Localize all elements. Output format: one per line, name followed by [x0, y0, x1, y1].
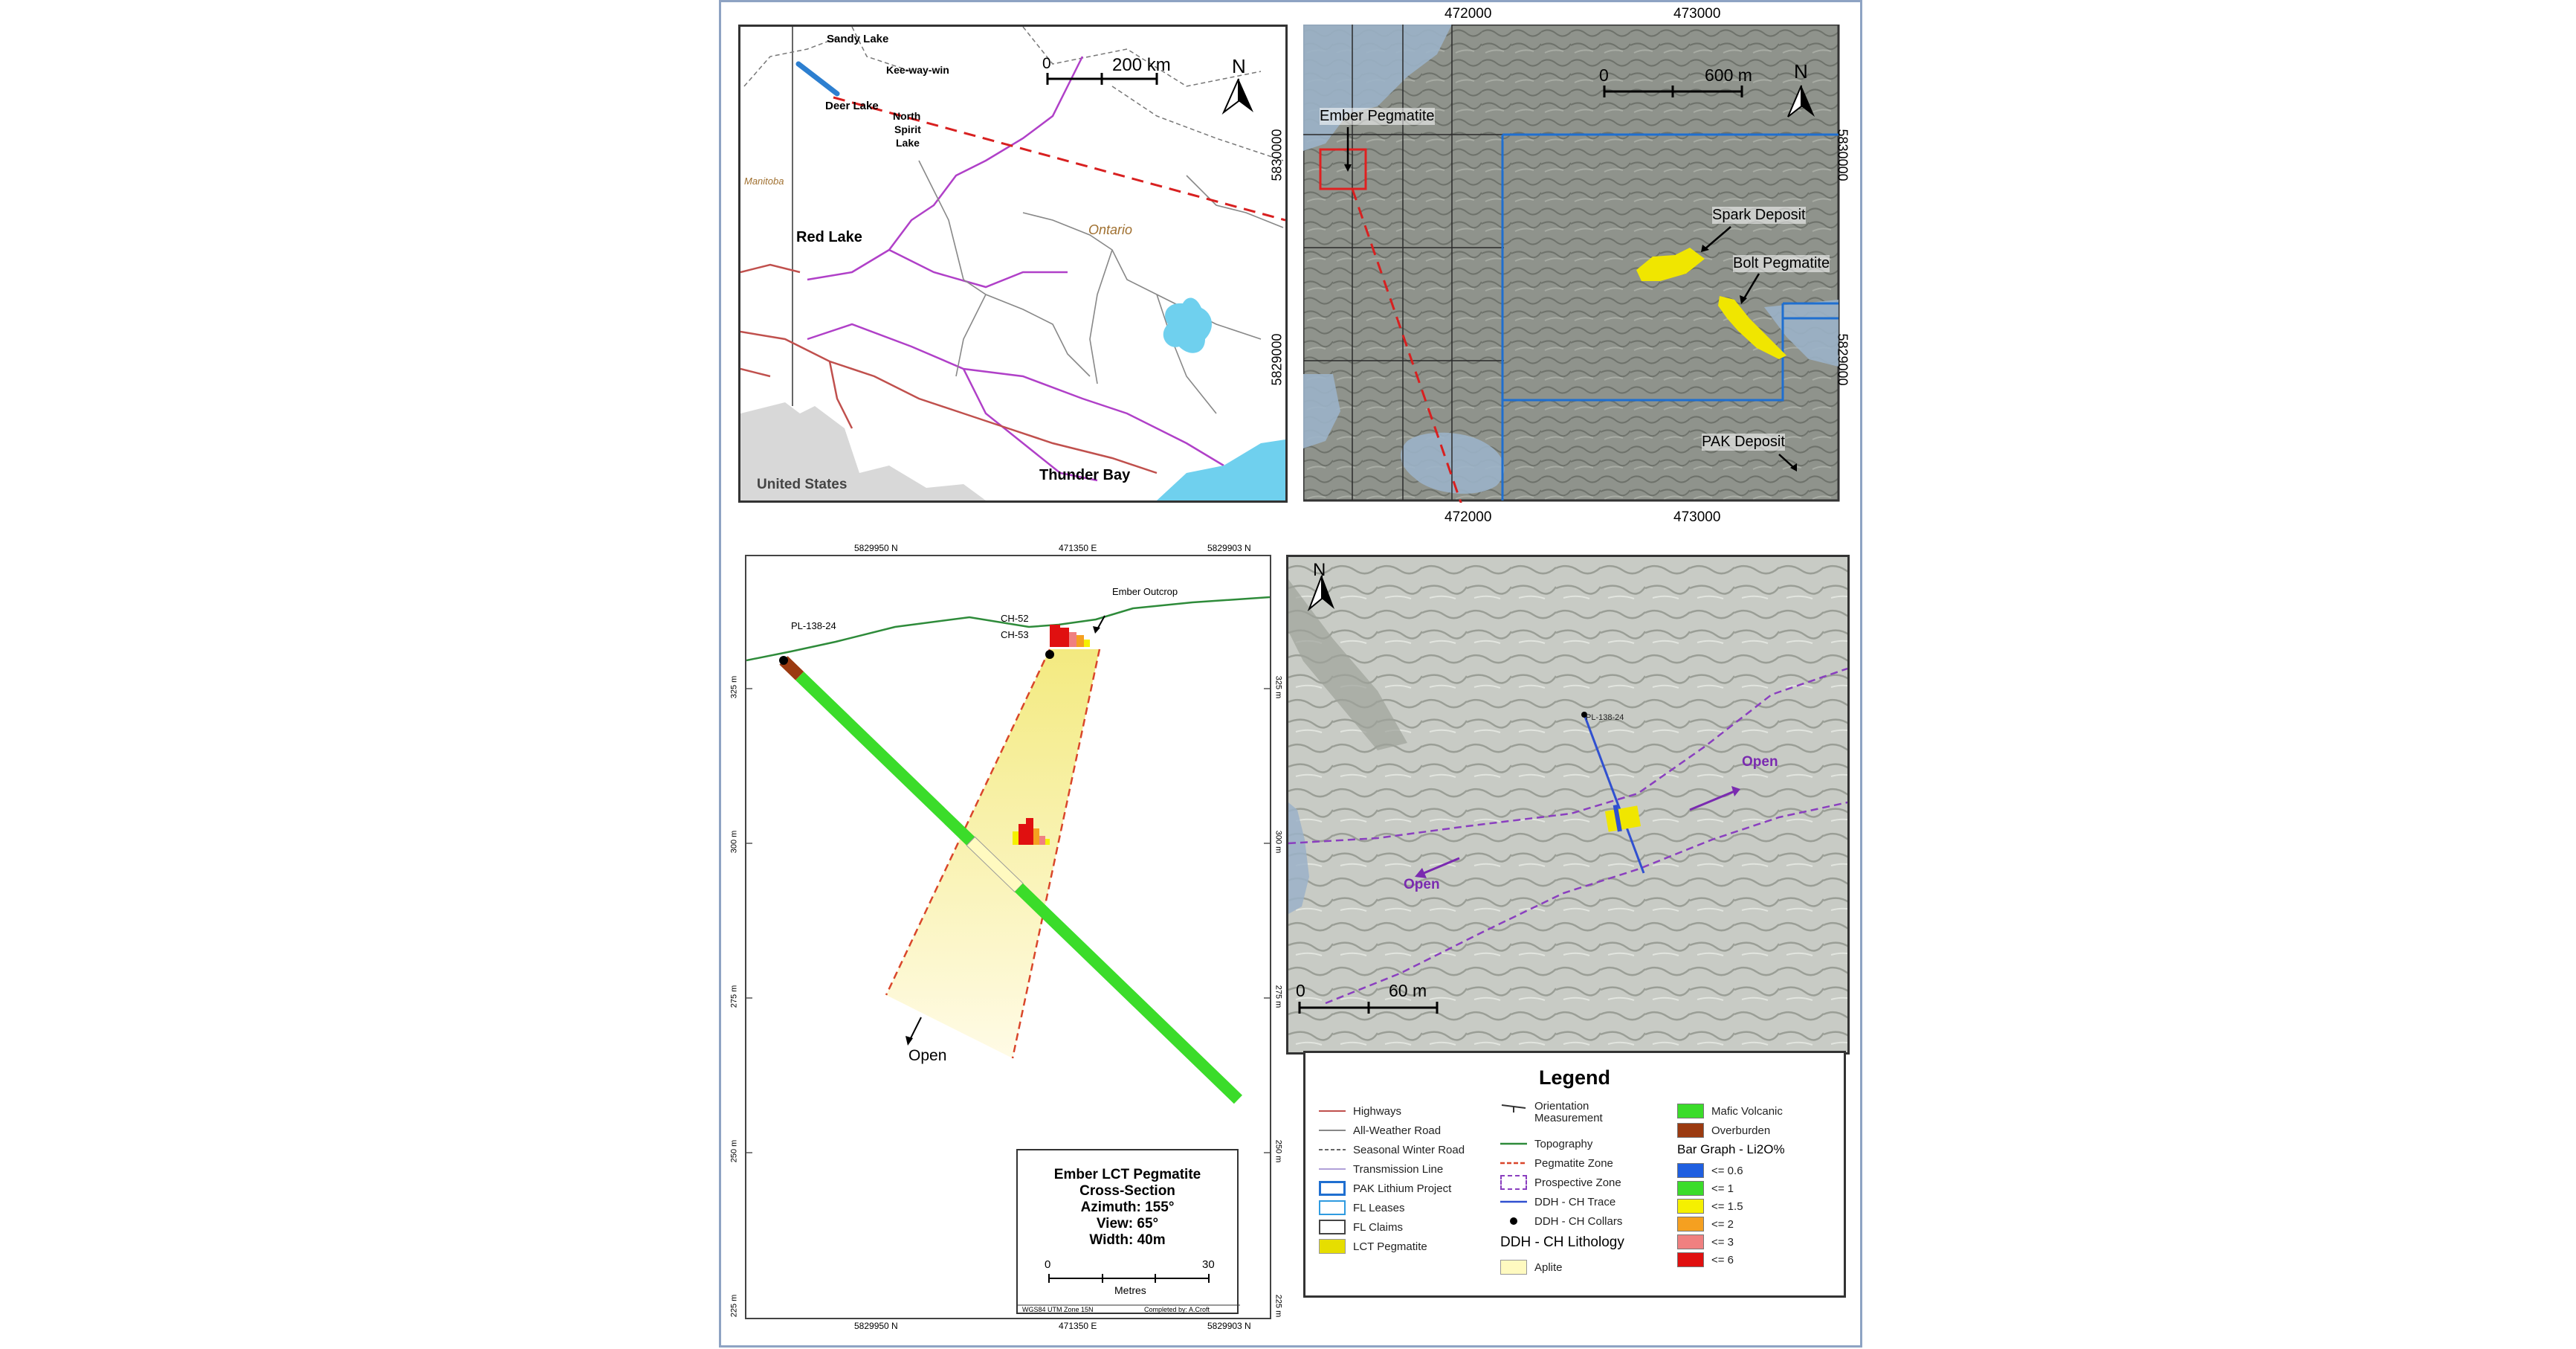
legend-pak-project-label: PAK Lithium Project — [1353, 1182, 1452, 1195]
detail-open-left: Open — [1404, 877, 1440, 892]
label-ember-pegmatite: Ember Pegmatite — [1320, 108, 1435, 124]
detail-open-right: Open — [1742, 754, 1778, 770]
label-north-spirit-2: Spirit — [894, 123, 921, 135]
legend-lct-pegmatite — [1319, 1239, 1427, 1254]
detail-scale-start: 0 — [1296, 981, 1305, 1000]
cs-left-tick-5: 225 m — [729, 1294, 739, 1318]
bar-class-label: <= 2 — [1711, 1217, 1734, 1231]
claims-right-tick-1: 5830000 — [1835, 129, 1850, 181]
legend-fl-claims-label: FL Claims — [1353, 1220, 1403, 1234]
keewaywin-lake — [798, 64, 837, 94]
pegmatite-zone-cone — [886, 649, 1100, 1058]
legend-pegmatite-zone-label: Pegmatite Zone — [1534, 1156, 1613, 1170]
cs-left-tick-1: 325 m — [729, 675, 739, 699]
legend-fl-claims — [1319, 1220, 1403, 1234]
label-manitoba: Manitoba — [744, 176, 784, 187]
legend-aplite — [1500, 1260, 1563, 1275]
all-weather-road — [919, 161, 1283, 413]
legend-all-weather-road-label: All-Weather Road — [1353, 1124, 1442, 1137]
bar-class-label: <= 6 — [1711, 1253, 1734, 1266]
highway-line-icon — [1319, 1104, 1346, 1118]
cs-info-scale-start: 0 — [1045, 1258, 1051, 1271]
claims-scale-start: 0 — [1599, 65, 1609, 85]
label-pl-138-24: PL-138-24 — [791, 620, 836, 631]
label-deer-lake: Deer Lake — [825, 100, 879, 112]
label-keewaywin: Kee-way-win — [886, 64, 949, 76]
cs-info-view: View: 65° — [1096, 1216, 1159, 1232]
label-sandy-lake: Sandy Lake — [827, 33, 889, 45]
legend-pak-project — [1319, 1181, 1451, 1196]
fl-claims-swatch-icon — [1319, 1220, 1346, 1234]
label-ember-outcrop: Ember Outcrop — [1112, 586, 1178, 597]
cs-info-azimuth: Azimuth: 155° — [1080, 1200, 1175, 1215]
label-open-cs: Open — [908, 1047, 947, 1064]
cs-bottom-tick-3: 5829903 N — [1207, 1321, 1251, 1331]
bar-class-label: <= 3 — [1711, 1235, 1734, 1249]
claims-map — [1269, 6, 1850, 525]
cs-info-subtitle: Cross-Section — [1079, 1183, 1175, 1199]
label-ch-53: CH-53 — [1001, 629, 1029, 640]
legend-prospective-zone-label: Prospective Zone — [1534, 1176, 1621, 1189]
cs-top-tick-3: 5829903 N — [1207, 543, 1251, 553]
bar-class-swatch-icon — [1677, 1199, 1704, 1214]
cs-left-tick-2: 300 m — [729, 830, 739, 854]
label-bolt-pegmatite: Bolt Pegmatite — [1733, 255, 1830, 271]
road-line-icon — [1319, 1123, 1346, 1138]
claims-top-tick-2: 473000 — [1673, 6, 1721, 22]
detail-map — [1286, 555, 1850, 1055]
scale-start: 0 — [1042, 55, 1051, 72]
legend-overburden-label: Overburden — [1711, 1124, 1771, 1137]
legend-ddh-collars — [1500, 1214, 1622, 1229]
cs-right-tick-3: 275 m — [1274, 985, 1283, 1008]
claims-left-tick-1: 5830000 — [1269, 129, 1285, 181]
claims-right-tick-2: 5829000 — [1835, 333, 1850, 386]
scale-end: 200 km — [1112, 55, 1171, 75]
lct-pegmatite-swatch-icon — [1319, 1239, 1346, 1254]
prospective-zone-swatch-icon — [1500, 1175, 1527, 1190]
bar-class-label: <= 1 — [1711, 1182, 1734, 1195]
collar-ch-53 — [1045, 650, 1054, 659]
legend-highways — [1319, 1104, 1401, 1118]
transmission-line — [807, 57, 1224, 480]
legend-orientation-label: Orientation Measurement — [1534, 1100, 1603, 1124]
north-label: N — [1232, 55, 1246, 77]
bar-class-swatch-icon — [1677, 1217, 1704, 1232]
legend-mafic-volcanic — [1677, 1104, 1783, 1118]
detail-north-label: N — [1313, 560, 1326, 580]
cross-section-info-box — [1016, 1149, 1239, 1314]
label-north-spirit-3: Lake — [896, 137, 920, 149]
cs-right-tick-4: 250 m — [1274, 1139, 1283, 1163]
bar-class-swatch-icon — [1677, 1234, 1704, 1249]
label-north-spirit-1: North — [893, 110, 921, 122]
orientation-measurement-icon — [1500, 1101, 1527, 1115]
cs-bottom-tick-2: 471350 E — [1059, 1321, 1097, 1331]
detail-relief — [1288, 557, 1847, 1052]
legend-highways-label: Highways — [1353, 1104, 1402, 1118]
claims-north-label: N — [1794, 60, 1808, 83]
winter-road — [744, 27, 1283, 161]
legend-lct-pegmatite-label: LCT Pegmatite — [1353, 1240, 1427, 1253]
legend-orientation — [1500, 1101, 1616, 1124]
legend-winter-road — [1319, 1142, 1465, 1157]
cs-right-tick-1: 325 m — [1274, 675, 1283, 699]
label-thunder-bay: Thunder Bay — [1039, 467, 1131, 483]
legend-bar-class — [1677, 1234, 1734, 1249]
cs-right-tick-2: 300 m — [1274, 830, 1283, 854]
legend-ddh-trace — [1500, 1194, 1615, 1209]
cs-info-scale-end: 30 — [1202, 1258, 1215, 1271]
mafic-volcanic-swatch-icon — [1677, 1104, 1704, 1118]
legend-bar-class — [1677, 1217, 1734, 1232]
regional-map-drawing — [740, 27, 1285, 500]
pegmatite-zone-line-icon — [1500, 1156, 1527, 1171]
legend-bar-graph-heading: Bar Graph - Li2O% — [1677, 1142, 1785, 1156]
claims-top-tick-1: 472000 — [1444, 6, 1492, 22]
cs-info-completed-by: Completed by: A.Croft — [1144, 1306, 1210, 1313]
open-arrow — [910, 1017, 921, 1040]
legend-aplite-label: Aplite — [1534, 1261, 1563, 1274]
transmission-line-icon — [1319, 1162, 1346, 1176]
legend — [1303, 1051, 1846, 1298]
pak-project-swatch-icon — [1319, 1181, 1346, 1196]
legend-transmission-line — [1319, 1162, 1443, 1176]
legend-bar-class — [1677, 1199, 1743, 1214]
cs-bottom-tick-1: 5829950 N — [854, 1321, 898, 1331]
fl-leases-swatch-icon — [1319, 1200, 1346, 1215]
cs-left-tick-3: 275 m — [729, 985, 739, 1008]
detail-hole-label: PL-138-24 — [1586, 713, 1624, 722]
legend-fl-leases — [1319, 1200, 1405, 1215]
lake-nipigon — [1163, 297, 1212, 352]
cs-info-scale-unit: Metres — [1114, 1284, 1146, 1296]
legend-overburden — [1677, 1123, 1770, 1138]
legend-pegmatite-zone — [1500, 1156, 1613, 1171]
topography-line-icon — [1500, 1136, 1527, 1151]
lake-superior — [1157, 440, 1285, 500]
detail-scale-end: 60 m — [1389, 981, 1427, 1000]
surface-bar-graph — [1050, 625, 1090, 647]
legend-all-weather-road — [1319, 1123, 1441, 1138]
cs-right-tick-5: 225 m — [1274, 1294, 1283, 1318]
legend-ddh-trace-label: DDH - CH Trace — [1534, 1195, 1616, 1208]
legend-bar-class — [1677, 1252, 1734, 1267]
winter-road-line-icon — [1319, 1142, 1346, 1157]
cs-top-tick-2: 471350 E — [1059, 543, 1097, 553]
legend-fl-leases-label: FL Leases — [1353, 1201, 1405, 1214]
legend-prospective-zone — [1500, 1175, 1621, 1190]
cs-info-projection: WGS84 UTM Zone 15N — [1022, 1306, 1094, 1313]
bar-class-swatch-icon — [1677, 1163, 1704, 1178]
legend-transmission-label: Transmission Line — [1353, 1162, 1444, 1176]
bar-class-swatch-icon — [1677, 1181, 1704, 1196]
legend-title: Legend — [1538, 1066, 1610, 1089]
label-spark-deposit: Spark Deposit — [1712, 207, 1806, 223]
legend-winter-road-label: Seasonal Winter Road — [1353, 1143, 1465, 1156]
claims-bottom-tick-2: 473000 — [1673, 509, 1721, 525]
legend-lithology-heading: DDH - CH Lithology — [1500, 1234, 1624, 1250]
legend-mafic-volcanic-label: Mafic Volcanic — [1711, 1104, 1783, 1118]
legend-bar-class — [1677, 1181, 1734, 1196]
collar-dot-icon — [1500, 1214, 1527, 1229]
detail-map-drawing — [1288, 557, 1847, 1052]
cs-info-title: Ember LCT Pegmatite — [1053, 1167, 1201, 1182]
collar-pl-138-24 — [779, 656, 788, 665]
label-red-lake: Red Lake — [796, 229, 862, 245]
label-united-states: United States — [757, 477, 848, 492]
cs-left-tick-4: 250 m — [729, 1139, 739, 1163]
overburden-swatch-icon — [1677, 1123, 1704, 1138]
claims-left-tick-2: 5829000 — [1269, 333, 1285, 386]
aplite-swatch-icon — [1500, 1260, 1527, 1275]
legend-topography-label: Topography — [1534, 1137, 1593, 1150]
legend-ddh-collars-label: DDH - CH Collars — [1534, 1214, 1623, 1228]
label-pak-deposit: PAK Deposit — [1702, 434, 1785, 450]
bar-class-swatch-icon — [1677, 1252, 1704, 1267]
cs-top-tick-1: 5829950 N — [854, 543, 898, 553]
label-ch-52: CH-52 — [1001, 613, 1029, 624]
claims-bottom-tick-1: 472000 — [1444, 509, 1492, 525]
regional-map — [738, 25, 1288, 503]
label-ontario: Ontario — [1088, 222, 1133, 237]
bar-class-label: <= 0.6 — [1711, 1164, 1743, 1177]
ddh-trace-line-icon — [1500, 1194, 1527, 1209]
legend-topography — [1500, 1136, 1592, 1151]
north-arrow-icon — [1239, 79, 1253, 112]
claims-scale-end: 600 m — [1705, 65, 1752, 85]
bar-class-label: <= 1.5 — [1711, 1200, 1743, 1213]
cs-info-width: Width: 40m — [1089, 1232, 1166, 1248]
legend-bar-class — [1677, 1163, 1743, 1178]
